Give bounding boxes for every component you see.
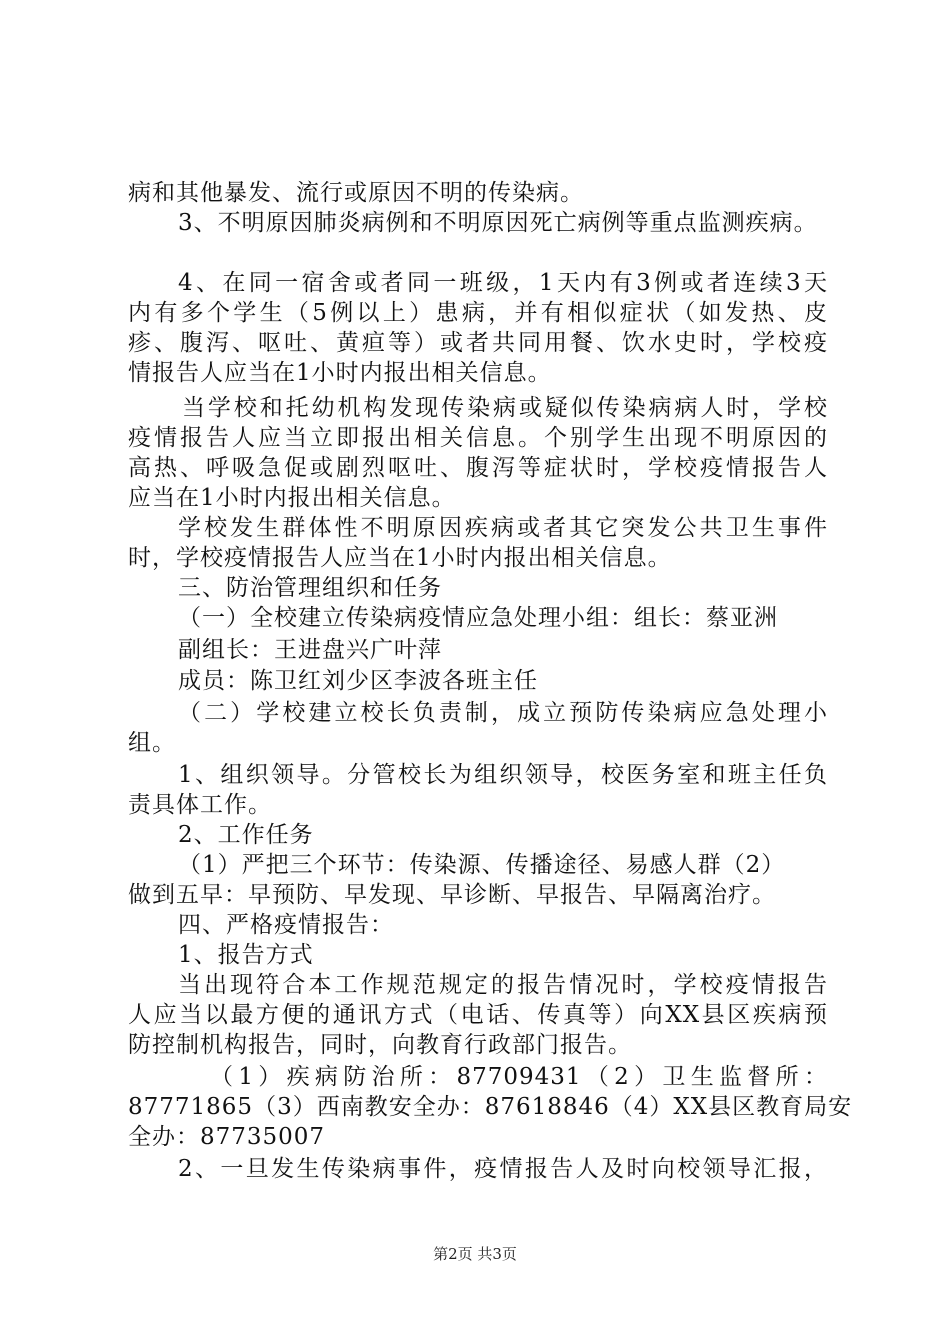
text-line: 病和其他暴发、流行或原因不明的传染病。 <box>128 180 584 206</box>
text-line: 组。 <box>128 730 176 756</box>
text-line: 高热、呼吸急促或剧烈呕吐、腹泻等症状时，学校疫情报告人 <box>128 455 828 481</box>
text-line: 副组长：王进盘兴广叶萍 <box>178 637 442 663</box>
text-line: 1、报告方式 <box>178 942 314 968</box>
text-line: 疹、腹泻、呕吐、黄疸等）或者共同用餐、饮水史时，学校疫 <box>128 330 828 356</box>
text-line: 87771865（3）西南教安全办：87618846（4）XX县区教育局安 <box>128 1094 853 1120</box>
text-line: 成员：陈卫红刘少区李波各班主任 <box>178 668 538 694</box>
text-line: 1、组织领导。分管校长为组织领导，校医务室和班主任负 <box>178 762 828 788</box>
text-line: 时，学校疫情报告人应当在1小时内报出相关信息。 <box>128 545 672 571</box>
text-line: 人应当以最方便的通讯方式（电话、传真等）向XX县区疾病预 <box>128 1002 828 1028</box>
text-line: 2、一旦发生传染病事件，疫情报告人及时向校领导汇报， <box>178 1156 828 1182</box>
text-line: 疫情报告人应当立即报出相关信息。个别学生出现不明原因的 <box>128 425 828 451</box>
text-line: 3、不明原因肺炎病例和不明原因死亡病例等重点监测疾病。 <box>178 210 818 236</box>
text-line: 内有多个学生（5例以上）患病，并有相似症状（如发热、皮 <box>128 300 828 326</box>
text-line: 做到五早：早预防、早发现、早诊断、早报告、早隔离治疗。 <box>128 882 776 908</box>
text-line: 4、在同一宿舍或者同一班级，1天内有3例或者连续3天 <box>178 270 828 296</box>
text-line: 三、防治管理组织和任务 <box>178 575 442 601</box>
text-line: （一）全校建立传染病疫情应急处理小组：组长：蔡亚洲 <box>178 605 778 631</box>
text-line: 当出现符合本工作规范规定的报告情况时，学校疫情报告 <box>178 972 828 998</box>
text-line: （1）疾病防治所：87709431（2）卫生监督所： <box>210 1064 828 1090</box>
text-line: 防控制机构报告，同时，向教育行政部门报告。 <box>128 1032 632 1058</box>
text-line: 2、工作任务 <box>178 822 314 848</box>
page-number: 第2页 共3页 <box>433 1245 517 1263</box>
text-line: 应当在1小时内报出相关信息。 <box>128 485 456 511</box>
text-line: 情报告人应当在1小时内报出相关信息。 <box>128 360 552 386</box>
text-line: 四、严格疫情报告： <box>178 912 394 938</box>
text-line: （1）严把三个环节：传染源、传播途径、易感人群（2） <box>178 852 786 878</box>
text-line: 责具体工作。 <box>128 792 272 818</box>
text-line: （二）学校建立校长负责制，成立预防传染病应急处理小 <box>178 700 828 726</box>
text-line: 全办：87735007 <box>128 1124 326 1150</box>
text-line: 当学校和托幼机构发现传染病或疑似传染病病人时，学校 <box>182 395 828 421</box>
text-line: 学校发生群体性不明原因疾病或者其它突发公共卫生事件 <box>178 515 828 541</box>
